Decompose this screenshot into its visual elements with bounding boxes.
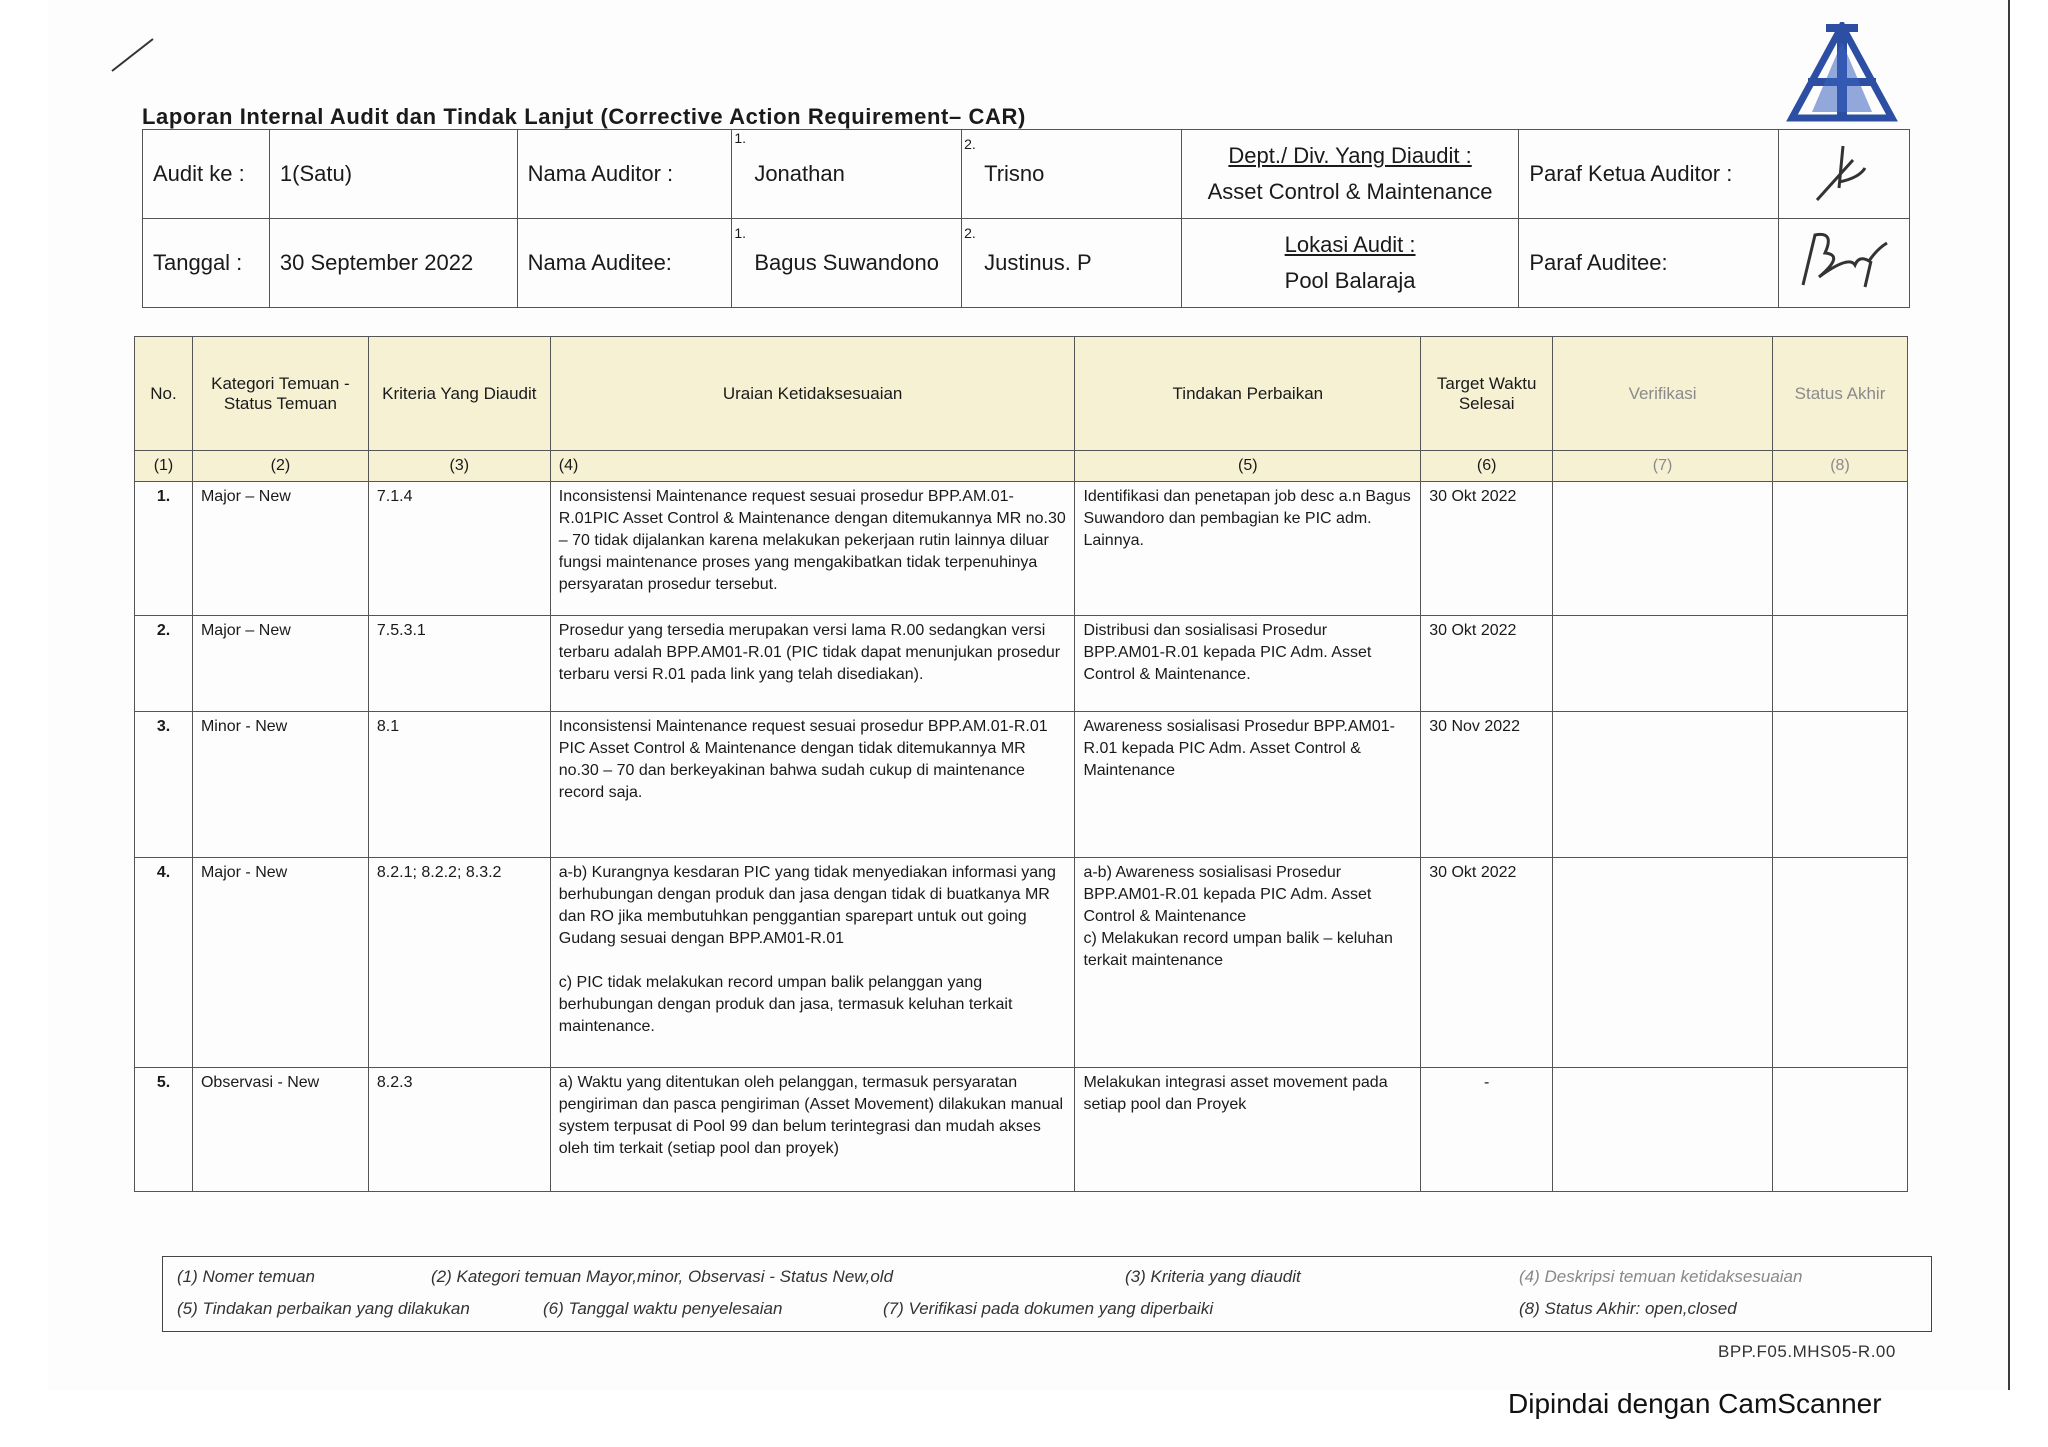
row-status	[1773, 1068, 1908, 1192]
dept-label: Dept./ Div. Yang Diaudit :	[1228, 143, 1472, 168]
nama-auditor-label: Nama Auditor :	[517, 130, 732, 219]
row-kriteria: 7.1.4	[368, 482, 550, 616]
form-code: BPP.F05.MHS05-R.00	[1718, 1342, 1896, 1361]
row-uraian: Inconsistensi Maintenance request sesuai prosedur BPP.AM.01-R.01PIC Asset Control & Maintenance dengan ditemukannya MR no.30 – 70 tidak dijalankan karena melakukan pekerjaan rutin lainnya diluar fungsi maintenance proses yang mengakibatkan tidak terpenuhinya persyaratan prosedur tersebut.	[550, 482, 1075, 616]
audit-header-table	[142, 129, 1910, 308]
row-verifikasi	[1553, 712, 1773, 858]
row-tindakan	[1075, 858, 1421, 1068]
row-tindakan: Awareness sosialisasi Prosedur BPP.AM01-R.01 kepada PIC Adm. Asset Control & Maintenance	[1075, 712, 1421, 858]
col-number: (4)	[550, 451, 1075, 482]
row-kriteria: 7.5.3.1	[368, 616, 550, 712]
legend-item-1: (1) Nomer temuan	[177, 1267, 315, 1286]
col-number: (2)	[192, 451, 368, 482]
row-number: 1.	[135, 482, 193, 616]
auditor-2-number: 2.	[964, 136, 976, 152]
col-header-target: Target Waktu Selesai	[1421, 337, 1553, 451]
auditor-2-cell	[962, 130, 1182, 219]
auditee-1-name: Bagus Suwandono	[754, 250, 940, 275]
row-kategori: Major - New	[192, 858, 368, 1068]
row-kategori: Major – New	[192, 482, 368, 616]
findings-table	[134, 336, 1908, 1192]
col-header-no: No.	[135, 337, 193, 451]
row-kategori: Observasi - New	[192, 1068, 368, 1192]
auditor-signature	[1809, 138, 1879, 204]
row-verifikasi	[1553, 482, 1773, 616]
col-number: (7)	[1553, 451, 1773, 482]
col-header-verifikasi: Verifikasi	[1553, 337, 1773, 451]
report-title: Laporan Internal Audit dan Tindak Lanjut (Corrective Action Requirement– CAR)	[142, 104, 1026, 129]
lokasi-label: Lokasi Audit :	[1284, 232, 1416, 257]
paraf-ketua-label: Paraf Ketua Auditor :	[1519, 130, 1779, 219]
table-row	[135, 858, 1908, 1068]
row-target: 30 Nov 2022	[1421, 712, 1553, 858]
table-row	[135, 1068, 1908, 1192]
row-tindakan: Identifikasi dan penetapan job desc a.n Bagus Suwandoro dan pembagian ke PIC adm. Lainnya.	[1075, 482, 1421, 616]
auditor-2-name: Trisno	[984, 161, 1045, 186]
row-tindakan-c: c) Melakukan record umpan balik – keluhan terkait maintenance	[1083, 930, 1393, 969]
auditee-signature	[1789, 225, 1899, 295]
row-target: 30 Okt 2022	[1421, 482, 1553, 616]
column-number-row	[135, 451, 1908, 482]
row-kategori: Minor - New	[192, 712, 368, 858]
row-uraian-c: c) PIC tidak melakukan record umpan balik pelanggan yang berhubungan dengan produk dan jasa, termasuk keluhan terkait maintenance.	[558, 974, 1013, 1035]
scanner-watermark: Dipindai dengan CamScanner	[1508, 1388, 1882, 1419]
auditee-1-cell	[732, 219, 962, 308]
col-number: (6)	[1421, 451, 1553, 482]
lokasi-value: Pool Balaraja	[1284, 268, 1416, 293]
col-number: (1)	[135, 451, 193, 482]
row-kategori: Major – New	[192, 616, 368, 712]
col-header-tindakan: Tindakan Perbaikan	[1075, 337, 1421, 451]
col-header-kategori: Kategori Temuan - Status Temuan	[192, 337, 368, 451]
row-verifikasi	[1553, 616, 1773, 712]
col-number: (3)	[368, 451, 550, 482]
company-logo	[1782, 22, 1902, 122]
auditee-2-name: Justinus. P	[984, 250, 1092, 275]
row-target: 30 Okt 2022	[1421, 616, 1553, 712]
auditor-1-cell	[732, 130, 962, 219]
col-header-kriteria: Kriteria Yang Diaudit	[368, 337, 550, 451]
row-kriteria: 8.1	[368, 712, 550, 858]
table-row	[135, 712, 1908, 858]
auditor-1-name: Jonathan	[754, 161, 845, 186]
row-number: 5.	[135, 1068, 193, 1192]
row-target: 30 Okt 2022	[1421, 858, 1553, 1068]
row-status	[1773, 712, 1908, 858]
legend-item-4: (4) Deskripsi temuan ketidaksesuaian	[1519, 1267, 1803, 1286]
tanggal-label: Tanggal :	[143, 219, 270, 308]
row-uraian	[550, 858, 1075, 1068]
legend-item-8: (8) Status Akhir: open,closed	[1519, 1299, 1737, 1318]
legend-item-3: (3) Kriteria yang diaudit	[1125, 1267, 1301, 1286]
legend-item-7: (7) Verifikasi pada dokumen yang diperbaiki	[883, 1299, 1214, 1318]
row-uraian-ab: a-b) Kurangnya kesdaran PIC yang tidak menyediakan informasi yang berhubungan dengan produk dan jasa dengan tidak di buatkanya MR dan RO jika membutuhkan penggantian sparepart untuk out going Gudang sesuai dengan BPP.AM01-R.01	[558, 864, 1056, 947]
row-tindakan-ab: a-b) Awareness sosialisasi Prosedur BPP.AM01-R.01 kepada PIC Adm. Asset Control & Maintenance	[1083, 864, 1372, 925]
col-number: (5)	[1075, 451, 1421, 482]
row-target: -	[1421, 1068, 1553, 1192]
nama-auditee-label: Nama Auditee:	[517, 219, 732, 308]
dept-value: Asset Control & Maintenance	[1207, 179, 1493, 204]
tanggal-value: 30 September 2022	[269, 219, 517, 308]
row-status	[1773, 616, 1908, 712]
col-header-uraian: Uraian Ketidaksesuaian	[550, 337, 1075, 451]
row-verifikasi	[1553, 858, 1773, 1068]
legend-item-2: (2) Kategori temuan Mayor,minor, Observasi - Status New,old	[431, 1267, 894, 1286]
row-number: 2.	[135, 616, 193, 712]
row-number: 4.	[135, 858, 193, 1068]
auditor-1-number: 1.	[734, 130, 746, 146]
table-row	[135, 482, 1908, 616]
row-uraian: Inconsistensi Maintenance request sesuai prosedur BPP.AM.01-R.01 PIC Asset Control & Maintenance dengan tidak ditemukannya MR no.30 – 70 dan berkeyakinan bahwa sudah cukup di maintenance record saja.	[550, 712, 1075, 858]
auditee-2-number: 2.	[964, 225, 976, 241]
auditee-2-cell	[962, 219, 1182, 308]
legend-item-5: (5) Tindakan perbaikan yang dilakukan	[177, 1299, 470, 1318]
paraf-auditee-label: Paraf Auditee:	[1519, 219, 1779, 308]
row-kriteria: 8.2.3	[368, 1068, 550, 1192]
dept-cell	[1181, 130, 1519, 219]
legend-box	[162, 1256, 1932, 1332]
col-number: (8)	[1773, 451, 1908, 482]
table-row	[135, 616, 1908, 712]
paraf-auditee-signature-cell	[1778, 219, 1909, 308]
row-status	[1773, 858, 1908, 1068]
row-kriteria: 8.2.1; 8.2.2; 8.3.2	[368, 858, 550, 1068]
row-number: 3.	[135, 712, 193, 858]
audit-ke-label: Audit ke :	[143, 130, 270, 219]
audit-ke-value: 1(Satu)	[269, 130, 517, 219]
row-tindakan: Melakukan integrasi asset movement pada setiap pool dan Proyek	[1075, 1068, 1421, 1192]
paraf-ketua-signature-cell	[1778, 130, 1909, 219]
row-verifikasi	[1553, 1068, 1773, 1192]
col-header-status: Status Akhir	[1773, 337, 1908, 451]
row-status	[1773, 482, 1908, 616]
row-uraian: a) Waktu yang ditentukan oleh pelanggan, termasuk persyaratan pengiriman dan pasca pengiriman (Asset Movement) dilakukan manual system terpusat di Pool 99 dan belum terintegrasi dan mudah akses oleh tim terkait (setiap pool dan proyek)	[550, 1068, 1075, 1192]
row-uraian: Prosedur yang tersedia merupakan versi lama R.00 sedangkan versi terbaru adalah BPP.AM01-R.01 (PIC tidak dapat menunjukan prosedur terbaru versi R.01 pada link yang telah disediakan).	[550, 616, 1075, 712]
auditee-1-number: 1.	[734, 225, 746, 241]
legend-item-6: (6) Tanggal waktu penyelesaian	[543, 1299, 783, 1318]
row-tindakan: Distribusi dan sosialisasi Prosedur BPP.AM01-R.01 kepada PIC Adm. Asset Control & Maintenance.	[1075, 616, 1421, 712]
lokasi-cell	[1181, 219, 1519, 308]
